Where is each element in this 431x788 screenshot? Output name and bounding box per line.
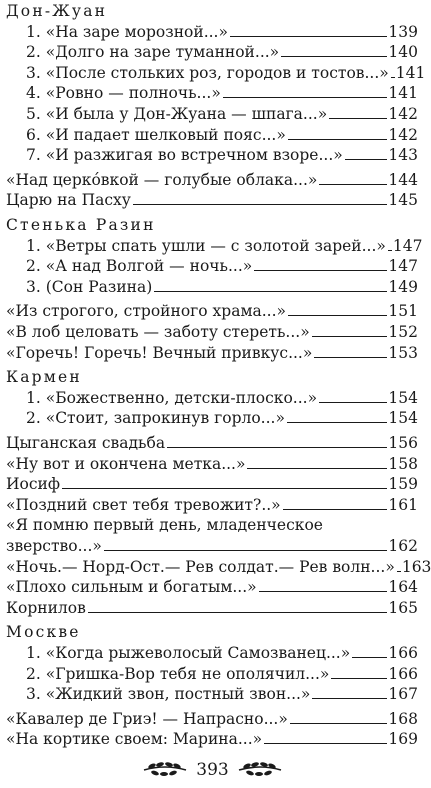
- toc-entry[interactable]: [26, 256, 418, 277]
- entry-page: 151: [388, 302, 418, 321]
- entry-title: 1. «Божественно, детски-плоско...»: [26, 388, 318, 407]
- dot-leader: [288, 315, 387, 316]
- entry-page: 162: [388, 537, 418, 555]
- toc-entry[interactable]: [6, 474, 418, 495]
- toc-entry[interactable]: [26, 643, 418, 664]
- entry-title: Царю на Пасху: [6, 191, 131, 210]
- toc-entry[interactable]: [26, 42, 418, 63]
- dot-leader: [259, 591, 388, 592]
- laurel-ornament-icon: [142, 761, 188, 779]
- entry-title: 7. «И разжигая во встречном взоре...»: [26, 146, 343, 165]
- dot-leader: [397, 571, 401, 572]
- entry-title: «Ну вот и окончена метка...»: [6, 454, 246, 473]
- entry-title: 2. «А над Волгой — ночь...»: [26, 257, 253, 276]
- toc-entry[interactable]: [6, 433, 418, 454]
- section-heading-razin: Стенька Разин: [6, 216, 156, 234]
- toc-entry[interactable]: [26, 83, 418, 104]
- entry-page: 168: [388, 709, 418, 728]
- toc-entry[interactable]: [26, 236, 423, 257]
- toc-entry[interactable]: [26, 145, 418, 166]
- entry-page: 142: [388, 125, 418, 144]
- dot-leader: [319, 184, 387, 185]
- entry-title: «В лоб целовать — заботу стереть...»: [6, 323, 310, 341]
- dot-leader: [388, 250, 392, 251]
- section-heading-moskve: Москве: [6, 623, 81, 642]
- entry-title: 1. «На заре морозной...»: [26, 22, 228, 41]
- entry-page: 141: [388, 84, 418, 103]
- dot-leader: [154, 291, 387, 292]
- page-number: 393: [196, 760, 229, 780]
- entry-page: 152: [388, 323, 418, 341]
- toc-entry[interactable]: [6, 536, 418, 557]
- dot-leader: [288, 139, 388, 140]
- dot-leader: [247, 468, 387, 469]
- entry-title: 2. «Гришка-Вор тебя не ополячил...»: [26, 664, 330, 683]
- entry-page: 158: [388, 454, 418, 473]
- entry-title: 3. «После стольких роз, городов и тостов...»: [26, 63, 389, 82]
- toc-entry[interactable]: [26, 125, 418, 146]
- dot-leader: [391, 77, 395, 78]
- entry-title: Корнилов: [6, 598, 86, 617]
- toc-entry[interactable]: [6, 577, 418, 598]
- dot-leader: [314, 357, 387, 358]
- dot-leader: [223, 97, 388, 98]
- entry-page: 166: [388, 664, 418, 683]
- toc-entry[interactable]: [6, 709, 418, 730]
- dot-leader: [319, 402, 387, 403]
- dot-leader: [345, 159, 388, 160]
- toc-entry[interactable]: [26, 388, 418, 409]
- toc-entry[interactable]: [26, 63, 426, 84]
- entry-page: 147: [392, 236, 423, 255]
- entry-page: 164: [388, 578, 418, 597]
- toc-entry[interactable]: [6, 170, 418, 191]
- toc-entry[interactable]: [26, 22, 418, 43]
- entry-title: «Из строгого, стройного храма...»: [6, 302, 286, 321]
- laurel-ornament-icon: [237, 761, 283, 779]
- section-heading-don-juan: Дон-Жуан: [6, 2, 108, 20]
- entry-title-line-1[interactable]: «Я помню первый день, младенческое: [6, 516, 323, 535]
- toc-entry[interactable]: [6, 301, 418, 322]
- dot-leader: [290, 723, 388, 724]
- toc-entry[interactable]: [6, 598, 418, 619]
- entry-page: 139: [388, 22, 418, 41]
- entry-page: 165: [388, 598, 418, 617]
- dot-leader: [312, 698, 387, 699]
- entry-title: 3. (Сон Разина): [26, 277, 153, 296]
- toc-entry[interactable]: [6, 557, 431, 578]
- entry-page: 169: [388, 730, 418, 749]
- dot-leader: [329, 118, 387, 119]
- toc-entry[interactable]: [6, 343, 418, 364]
- entry-page: 154: [388, 409, 418, 428]
- entry-title-line-2: зверство...»: [6, 537, 102, 555]
- entry-page: 166: [388, 644, 418, 662]
- entry-title: 3. «Жидкий звон, постный звон...»: [26, 685, 311, 704]
- dot-leader: [167, 447, 387, 448]
- dot-leader: [88, 612, 388, 613]
- toc-entry[interactable]: [26, 277, 418, 298]
- entry-page: 142: [388, 105, 418, 123]
- entry-page: 156: [388, 434, 418, 452]
- entry-title: 2. «Стоит, запрокинув горло...»: [26, 409, 285, 428]
- dot-leader: [281, 56, 387, 57]
- entry-page: 153: [388, 343, 418, 362]
- dot-leader: [62, 488, 387, 489]
- entry-title: 5. «И была у Дон-Жуана — шпага...»: [26, 105, 328, 123]
- entry-page: 167: [388, 685, 418, 704]
- entry-page: 144: [388, 170, 418, 189]
- toc-entry[interactable]: [26, 684, 418, 705]
- toc-entry[interactable]: [6, 454, 418, 475]
- section-heading-carmen: Кармен: [6, 368, 82, 387]
- dot-leader: [287, 422, 387, 423]
- page-footer: [0, 758, 425, 782]
- entry-page: 143: [388, 146, 418, 165]
- dot-leader: [133, 204, 388, 205]
- entry-page: 149: [388, 277, 418, 296]
- entry-page: 154: [388, 388, 418, 407]
- entry-page: 161: [388, 495, 418, 514]
- dot-leader: [352, 657, 387, 658]
- entry-page: 159: [388, 475, 418, 494]
- toc-entry[interactable]: [6, 495, 418, 516]
- entry-page: 147: [388, 257, 418, 276]
- entry-title: 1. «Когда рыжеволосый Самозванец...»: [26, 644, 351, 662]
- entry-page: 145: [388, 191, 418, 210]
- dot-leader: [104, 550, 388, 551]
- dot-leader: [230, 36, 387, 37]
- entry-title: «Поздний свет тебя тревожит?..»: [6, 495, 281, 514]
- entry-title: «Кавалер де Гриэ! — Напрасно...»: [6, 709, 288, 728]
- dot-leader: [254, 270, 387, 271]
- entry-title: «Над церко́вкой — голубые облака...»: [6, 170, 318, 189]
- toc-entry[interactable]: [6, 190, 418, 211]
- toc-entry[interactable]: [26, 104, 418, 125]
- entry-title: «На кортике своем: Марина...»: [6, 730, 263, 749]
- entry-title: 4. «Ровно — полночь...»: [26, 84, 221, 103]
- toc-entry[interactable]: [6, 729, 418, 750]
- dot-leader: [264, 743, 387, 744]
- entry-title: «Горечь! Горечь! Вечный привкус...»: [6, 343, 313, 362]
- dot-leader: [331, 678, 387, 679]
- entry-title: Цыганская свадьба: [6, 434, 166, 452]
- toc-entry[interactable]: [26, 408, 418, 429]
- entry-title: Иосиф: [6, 475, 60, 494]
- dot-leader: [312, 336, 388, 337]
- dot-leader: [283, 509, 388, 510]
- toc-entry[interactable]: [6, 322, 418, 343]
- entry-page: 140: [388, 43, 418, 62]
- entry-title: 6. «И падает шелковый пояс...»: [26, 125, 286, 144]
- entry-title: «Ночь.— Норд-Ост.— Рев солдат.— Рев волн...»: [6, 557, 395, 576]
- toc-entry[interactable]: [26, 664, 418, 685]
- entry-page: 163: [401, 557, 431, 576]
- entry-title: «Плохо сильным и богатым...»: [6, 578, 257, 597]
- entry-page: 141: [395, 63, 426, 82]
- entry-title: 1. «Ветры спать ушли — с золотой зарей...»: [26, 236, 386, 255]
- entry-title: 2. «Долго на заре туманной...»: [26, 43, 280, 62]
